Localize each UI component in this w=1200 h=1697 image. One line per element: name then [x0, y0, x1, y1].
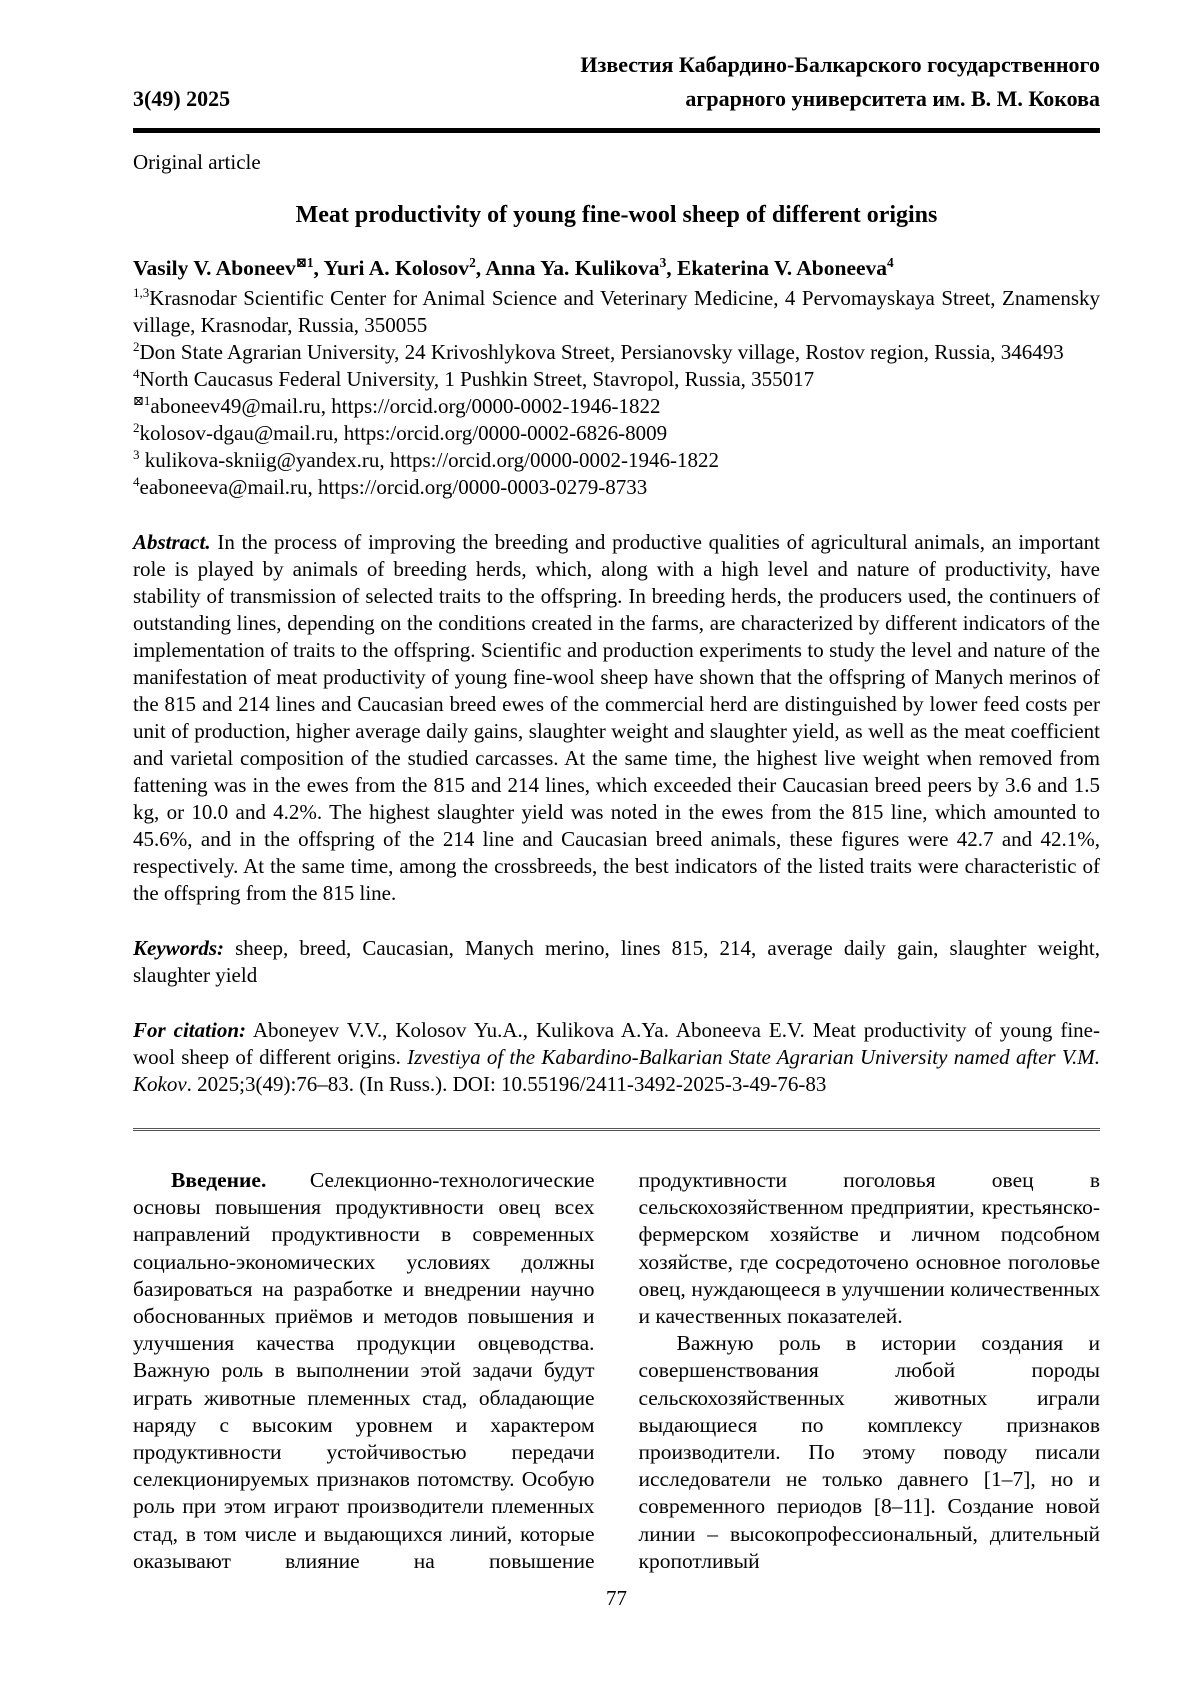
abstract [133, 529, 1100, 907]
envelope-icon: ⊠1 [295, 254, 314, 270]
intro-text: Селекционно-технологические основы повышения продуктивности овец всех направлений продуктивности в современных социально-экономических условиях должны базироваться на разработке и внедрении научно обоснованных приёмов и методов повышения и улучшения качества продукции овцеводства. Важную роль в выполнении этой задачи будут играть животные племенных стад, обладающие наряду с высоким уровнем и характером продуктивности устойчивостью передачи селекционируемых признаков потомству. Особую роль при этом играют производители племенных стад, в том числе и выдающихся линий, которые оказывают влияние на повышение продуктивности поголовья овец в сельскохозяйственном предприятии, крестьянско-фермерском хозяйстве и личном подсобном хозяйстве, где сосредоточено основное поголовье овец, нуждающееся в улучшении количественных и качественных показателей. [133, 1168, 1100, 1573]
section-divider [133, 1128, 1100, 1131]
header-divider [133, 128, 1100, 133]
keywords-label: Keywords: [133, 936, 224, 960]
article-title: Meat productivity of young fine-wool sheep of different origins [295, 202, 938, 228]
citation-journal-italic: Izvestiya of the Kabardino-Balkarian State Agrarian University named after V.M. Kokov [133, 1045, 1100, 1096]
affiliation-text: North Caucasus Federal University, 1 Pushkin Street, Stavropol, Russia, 355017 [139, 367, 815, 391]
contact-sup: 4 [133, 474, 140, 489]
affiliations-block [133, 285, 1100, 501]
affiliation-line [133, 339, 1100, 366]
contact-text: aboneev49@mail.ru, https://orcid.org/0000-0002-1946-1822 [150, 394, 661, 418]
author-name: Yuri A. Kolosov [323, 256, 470, 280]
affiliation-text: Don State Agrarian University, 24 Krivoshlykova Street, Persianovsky village, Rostov region, Russia, 346493 [139, 340, 1064, 364]
article-type: Original article [133, 150, 261, 174]
authors-line [133, 253, 1100, 283]
author-name: Anna Ya. Kulikova [485, 256, 660, 280]
affiliation-line [133, 285, 1100, 339]
body-columns [133, 1167, 1100, 1577]
journal-name [580, 48, 1100, 116]
affiliation-sup: 2 [133, 339, 140, 354]
envelope-icon: ⊠1 [133, 393, 151, 408]
author-sup: 3 [659, 254, 667, 270]
contact-sup: 2 [133, 420, 140, 435]
page-number: 77 [606, 1586, 627, 1610]
journal-name-line2: аграрного университета им. В. М. Кокова [685, 86, 1100, 111]
citation-text: Aboneyev V.V., Kolosov Yu.A., Kulikova A.Ya. Aboneeva E.V. Meat productivity of young fine-wool sheep of different origins. [133, 1018, 1101, 1069]
contact-line [133, 474, 1100, 501]
contact-text: kulikova-skniig@yandex.ru, https://orcid.org/0000-0002-1946-1822 [139, 448, 719, 472]
contact-text: kolosov-dgau@mail.ru, https:/orcid.org/0000-0002-6826-8009 [139, 421, 668, 445]
keywords-text: sheep, breed, Caucasian, Manych merino, lines 815, 214, average daily gain, slaughter weight, slaughter yield [133, 936, 1100, 987]
author-separator: , [475, 256, 486, 280]
keywords [133, 935, 1100, 989]
author-sup: 4 [887, 254, 894, 270]
contact-line [133, 447, 1100, 474]
contact-text: eaboneeva@mail.ru, https://orcid.org/0000-0003-0279-8733 [139, 475, 648, 499]
citation-tail: . 2025;3(49):76–83. (In Russ.). DOI: 10.55196/2411-3492-2025-3-49-76-83 [186, 1072, 827, 1096]
contact-line [133, 420, 1100, 447]
journal-header [133, 48, 1100, 116]
affiliation-sup: 1,3 [133, 285, 150, 300]
affiliation-text: Krasnodar Scientific Center for Animal Science and Veterinary Medicine, 4 Pervomayskaya Street, Znamensky village, Krasnodar, Russia, 350055 [133, 286, 1100, 337]
citation [133, 1017, 1100, 1098]
author-separator: , [313, 256, 324, 280]
abstract-text: In the process of improving the breeding and productive qualities of agricultural animals, an important role is played by animals of breeding herds, which, along with a high level and nature of productivity, have stability of transmission of selected traits to the offspring. In breeding herds, the producers used, the continuers of outstanding lines, depending on the conditions created in the farms, are characterized by different indicators of the implementation of traits to the offspring. Scientific and production experiments to study the level and nature of the manifestation of meat productivity of young fine-wool sheep have shown that the offspring of Manych merinos of the 815 and 214 lines and Caucasian breed ewes of the commercial herd are distinguished by lower feed costs per unit of production, higher average daily gains, slaughter weight and slaughter yield, as well as the meat coefficient and varietal composition of the studied carcasses. At the same time, the highest live weight when removed from fattening was in the ewes from the 815 and 214 lines, which exceeded their Caucasian breed peers by 3.6 and 1.5 kg, or 10.0 and 4.2%. The highest slaughter yield was noted in the ewes from the 815 line, which amounted to 45.6%, and in the offspring of the 214 line and Caucasian breed animals, these figures were 42.7 and 42.1%, respectively. At the same time, among the crossbreeds, the best indicators of the listed traits were characteristic of the offspring from the 815 line. [133, 530, 1100, 905]
author-separator: , [666, 256, 677, 280]
contact-sup: 3 [133, 447, 140, 462]
second-paragraph: Важную роль в истории создания и совершенствования любой породы сельскохозяйственных животных играли выдающиеся по комплексу признаков производители. По этому поводу писали исследователи не только давнего [1–7], но и современного периодов [8–11]. Создание новой линии – высокопрофессиональный, длительный кропотливый [638, 1331, 1100, 1573]
contact-line [133, 393, 1100, 420]
intro-label: Введение. [171, 1168, 267, 1192]
journal-name-line1: Известия Кабардино-Балкарского государственного [580, 52, 1100, 77]
affiliation-sup: 4 [133, 366, 140, 381]
abstract-label: Abstract. [133, 530, 211, 554]
author-sup: 2 [469, 254, 476, 270]
author-name: Ekaterina V. Aboneeva [676, 256, 888, 280]
affiliation-line [133, 366, 1100, 393]
issue-number: 3(49) 2025 [133, 86, 231, 111]
author-name: Vasily V. Aboneev [133, 256, 296, 280]
citation-label: For citation: [133, 1018, 246, 1042]
